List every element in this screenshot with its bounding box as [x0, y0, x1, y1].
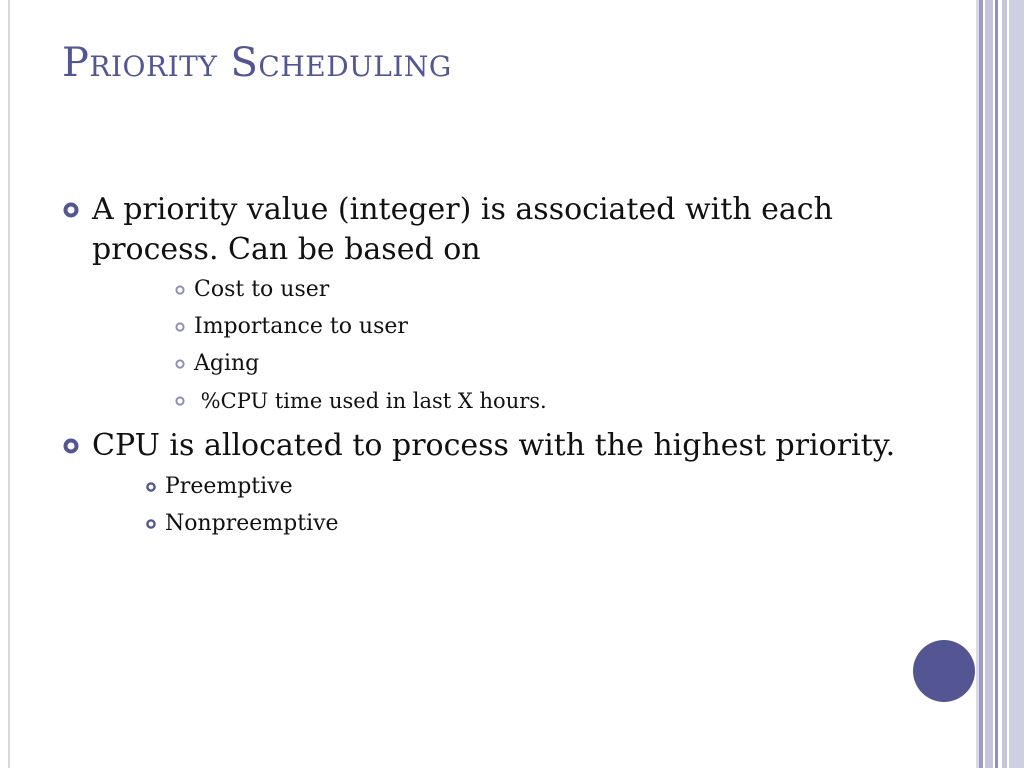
ring-bullet-icon	[62, 437, 80, 455]
small-ring-bullet-icon	[145, 478, 157, 497]
sub-bullet-text: Nonpreemptive	[165, 511, 339, 536]
small-ring-bullet-icon	[174, 355, 186, 374]
ring-bullet-icon	[62, 201, 80, 219]
decorative-stripes	[976, 0, 1024, 768]
stripe	[979, 0, 983, 768]
sub-bullet-item	[145, 510, 339, 538]
stripe	[985, 0, 993, 768]
bullet-line: A priority value (integer) is associated with each	[92, 192, 833, 227]
sub-bullet-text: Preemptive	[165, 474, 293, 499]
small-ring-bullet-icon	[174, 281, 186, 300]
bullet-text: CPU is allocated to process with the highest priority.	[92, 428, 896, 463]
sub-bullet-text: Aging	[194, 351, 260, 376]
bullet-item-2	[62, 426, 895, 466]
small-ring-bullet-icon	[174, 318, 186, 337]
sub-bullet-text: %CPU time used in last X hours.	[194, 389, 547, 413]
sub-bullet-item	[174, 276, 329, 304]
decorative-circle	[913, 640, 975, 702]
stripe	[1002, 0, 1007, 768]
sub-bullet-item	[174, 350, 259, 378]
left-border-line	[8, 0, 10, 768]
slide-title: Priority Scheduling	[62, 40, 452, 86]
bullet-line: process. Can be based on	[92, 232, 481, 267]
sub-bullet-item	[174, 387, 547, 415]
sub-bullet-text: Importance to user	[194, 314, 408, 339]
sub-bullet-item	[145, 473, 293, 501]
sub-bullet-item	[174, 313, 408, 341]
small-ring-bullet-icon	[174, 392, 186, 411]
bullet-item-1	[62, 190, 833, 270]
stripe	[995, 0, 998, 768]
small-ring-bullet-icon	[145, 515, 157, 534]
sub-bullet-text: Cost to user	[194, 277, 330, 302]
bullet-text	[92, 190, 833, 270]
stripe	[1009, 0, 1024, 768]
